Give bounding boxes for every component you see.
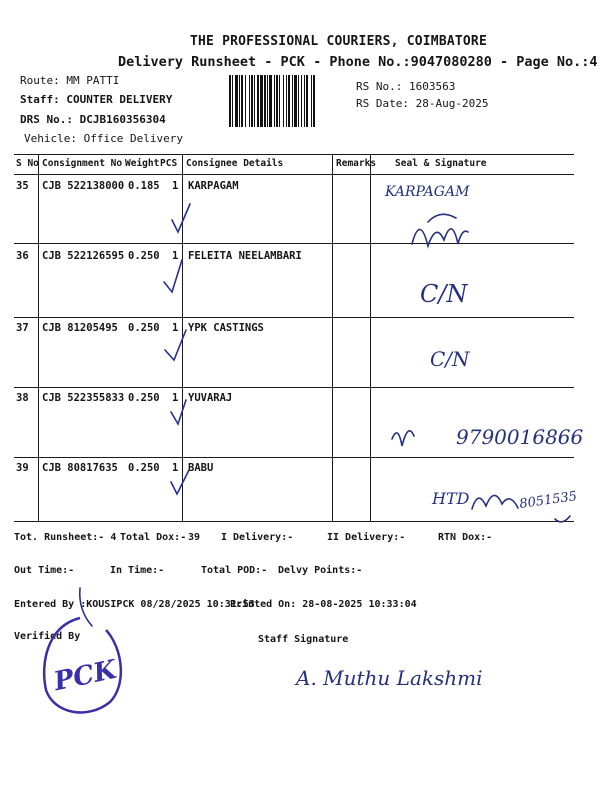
barcode-bar [260, 75, 263, 127]
delvy-points-label: Delvy Points:- [278, 565, 363, 576]
barcode-bar [249, 75, 250, 127]
ii-delivery-label: II Delivery:- [327, 532, 406, 543]
barcode-bar [235, 75, 238, 127]
barcode-bar [313, 75, 315, 127]
barcode-bar [311, 75, 312, 127]
row-consignment: CJB 522138000 [42, 180, 125, 192]
handwritten-note: HTD [432, 489, 470, 508]
row-sno: 39 [16, 462, 29, 474]
out-time-label: Out Time:- [14, 565, 75, 576]
col-divider [332, 154, 333, 521]
header-seal-signature: Seal & Signature [395, 158, 487, 169]
pck-stamp [36, 612, 126, 722]
i-delivery-label: I Delivery:- [221, 532, 294, 543]
col-divider [38, 154, 39, 521]
row-weight: 0.250 [128, 462, 160, 474]
row-consignee: FELEITA NEELAMBARI [188, 250, 302, 262]
row-divider [14, 457, 574, 458]
header-sno: S No [16, 158, 39, 169]
barcode-bar [274, 75, 275, 127]
total-pod-label: Total POD:- [201, 565, 268, 576]
printed-on: Printed On: 28-08-2025 10:33:04 [230, 599, 417, 610]
handwritten-cn: C/N [430, 347, 470, 371]
row-consignment: CJB 80817635 [42, 462, 118, 474]
header-weight: Weight [125, 158, 160, 169]
entered-by: Entered By :KOUSIPCK 08/28/2025 10:31:53 [14, 599, 255, 610]
row-consignee: KARPAGAM [188, 180, 239, 192]
row-consignment: CJB 522126595 [42, 250, 125, 262]
runsheet-subtitle: Delivery Runsheet - PCK - Phone No.:9047080280 - Page No.:4 [118, 54, 598, 70]
barcode-bar [254, 75, 255, 127]
barcode-bar [251, 75, 253, 127]
check-icon [164, 260, 182, 292]
barcode-bar [232, 75, 233, 127]
row-weight: 0.250 [128, 392, 160, 404]
row-pcs: 1 [172, 462, 179, 474]
verified-by-label: Verified By [14, 631, 81, 642]
barcode-bar [276, 75, 278, 127]
total-dox-value: 39 [188, 532, 201, 543]
barcode-bar [264, 75, 266, 127]
row-pcs: 1 [172, 322, 179, 334]
barcode-bar [304, 75, 305, 127]
barcode-bar [283, 75, 284, 127]
total-dox-label: Total Dox:- [120, 532, 187, 543]
in-time-label: In Time:- [110, 565, 165, 576]
handwritten-signatures [370, 174, 595, 534]
stamp-text: PCK [51, 654, 120, 698]
header-consignment: Consignment No [42, 158, 123, 169]
handwritten-number: 8051535 [518, 489, 578, 512]
check-icon [172, 204, 190, 232]
row-weight: 0.250 [128, 322, 160, 334]
signature-scribble [412, 214, 468, 246]
staff-label: Staff: COUNTER DELIVERY [20, 93, 173, 106]
staff-handwritten-signature [290, 645, 490, 700]
row-pcs: 1 [172, 250, 179, 262]
table-header-border [14, 174, 574, 175]
table-top-border [14, 154, 574, 155]
row-pcs: 1 [172, 180, 179, 192]
row-sno: 36 [16, 250, 29, 262]
vehicle-label: Vehicle: Office Delivery [24, 132, 183, 145]
barcode-bar [267, 75, 268, 127]
barcode-bar [306, 75, 308, 127]
row-pcs: 1 [172, 392, 179, 404]
barcode-image [229, 75, 351, 127]
handwritten-name: KARPAGAM [385, 184, 470, 200]
rs-date: RS Date: 28-Aug-2025 [356, 97, 489, 110]
header-consignee: Consignee Details [186, 158, 284, 169]
header-remarks: Remarks [336, 158, 377, 169]
row-consignee: YUVARAJ [188, 392, 233, 404]
row-sno: 38 [16, 392, 29, 404]
row-consignee: YPK CASTINGS [188, 322, 264, 334]
row-consignment: CJB 81205495 [42, 322, 118, 334]
barcode-bar [257, 75, 259, 127]
route-label: Route: MM PATTI [20, 74, 120, 87]
barcode-bar [301, 75, 302, 127]
table-bottom-border [14, 521, 574, 522]
row-sno: 35 [16, 180, 29, 192]
row-divider [14, 243, 574, 244]
row-consignee: BABU [188, 462, 214, 474]
signature-scribble [472, 495, 518, 509]
header-pcs: PCS [160, 158, 178, 169]
col-divider [370, 154, 371, 521]
barcode-bar [288, 75, 290, 127]
barcode-bar [269, 75, 272, 127]
barcode-bar [286, 75, 287, 127]
row-weight: 0.185 [128, 180, 160, 192]
barcode-bar [241, 75, 243, 127]
handwritten-phone: 9790016866 [456, 425, 584, 449]
barcode-bar [229, 75, 231, 127]
rs-number: RS No.: 1603563 [356, 80, 456, 93]
row-divider [14, 387, 574, 388]
barcode-bar [294, 75, 297, 127]
barcode-bar [279, 75, 280, 127]
row-consignment: CJB 522355833 [42, 392, 125, 404]
company-title: THE PROFESSIONAL COURIERS, COIMBATORE [190, 34, 487, 49]
signature-scribble [392, 431, 414, 446]
row-divider [14, 317, 574, 318]
staff-sig-text: A. Muthu Lakshmi [296, 666, 483, 690]
total-runsheet: Tot. Runsheet:- 4 [14, 532, 117, 543]
row-sno: 37 [16, 322, 29, 334]
col-divider [182, 154, 183, 521]
rtn-dox-label: RTN Dox:- [438, 532, 493, 543]
barcode-bar [292, 75, 293, 127]
row-weight: 0.250 [128, 250, 160, 262]
barcode-bar [239, 75, 240, 127]
handwritten-cn: C/N [420, 280, 468, 308]
barcode-bar [245, 75, 246, 127]
drs-number: DRS No.: DCJB160356304 [20, 113, 166, 126]
staff-signature-label: Staff Signature [258, 634, 349, 645]
barcode-bar [298, 75, 299, 127]
